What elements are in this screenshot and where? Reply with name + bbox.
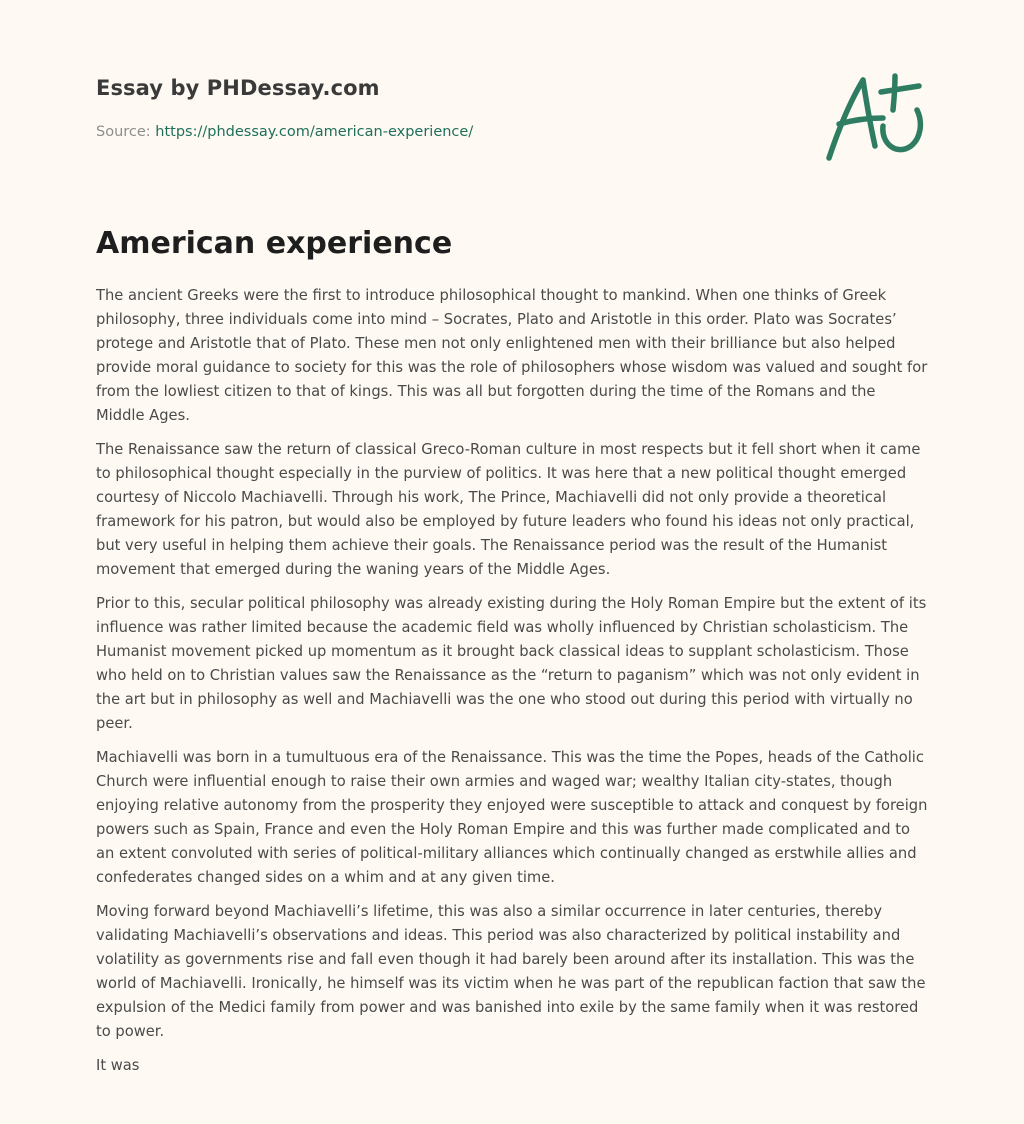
essay-paragraph: Machiavelli was born in a tumultuous era of the Renaissance. This was the time the Popes, heads of the Catholic Church were influential enough to raise their own armies and waged war; wealthy Italian city-states, though enjoying relative autonomy from the prosperity they enjoyed were susceptible to attack and conquest by foreign powers such as Spain, France and even the Holy Roman Empire and this was further made complicated and to an extent convoluted with series of political-military alliances which continually changed as erstwhile allies and confederates changed sides on a whim and at any given time.	[96, 749, 928, 886]
essay-paragraph: The ancient Greeks were the first to introduce philosophical thought to mankind. When one thinks of Greek philosophy, three individuals come into mind – Socrates, Plato and Aristotle in this order. Plato was Socrates’ protege and Aristotle that of Plato. These men not only enlightened men with their brilliance but also helped provide moral guidance to society for this was the role of philosophers whose wisdom was valued and sought for from the lowliest citizen to that of kings. This was all but forgotten during the time of the Romans and the Middle Ages.	[96, 287, 928, 424]
source-label: Source:	[96, 124, 151, 140]
essay-paragraph: Prior to this, secular political philosophy was already existing during the Holy Roman Empire but the extent of its influence was rather limited because the academic field was wholly influenced by Christian scholasticism. The Humanist movement picked up momentum as it brought back classical ideas to supplant scholasticism. Those who held on to Christian values saw the Renaissance as the “return to paganism” which was not only evident in the art but in philosophy as well and Machiavelli was the one who stood out during this period with virtually no peer.	[96, 595, 927, 732]
page-header	[96, 0, 928, 200]
essay-paragraph: The Renaissance saw the return of classical Greco-Roman culture in most respects but it fell short when it came to philosophical thought especially in the purview of politics. It was here that a new political thought emerged courtesy of Niccolo Machiavelli. Through his work, The Prince, Machiavelli did not only provide a theoretical framework for his patron, but would also be employed by future leaders who found his ideas not only practical, but very useful in helping them achieve their goals. The Renaissance period was the result of the Humanist movement that emerged during the waning years of the Middle Ages.	[96, 441, 921, 578]
brand-title: Essay by PHDessay.com	[96, 76, 380, 100]
source-line	[96, 124, 473, 140]
essay-title: American experience	[96, 226, 453, 261]
essay-paragraph: Moving forward beyond Machiavelli’s lifetime, this was also a similar occurrence in later centuries, thereby validating Machiavelli’s observations and ideas. This period was also characterized by political instability and volatility as governments rise and fall even though it had barely been around after its installation. This was the world of Machiavelli. Ironically, he himself was its victim when he was part of the republican faction that saw the expulsion of the Medici family from power and was banished into exile by the same family when it was restored to power.	[96, 903, 926, 1040]
source-link[interactable]: https://phdessay.com/american-experience/	[155, 124, 474, 140]
essay-body	[96, 284, 928, 1078]
a-plus-logo-icon	[821, 66, 931, 166]
essay-paragraph: It was	[96, 1057, 140, 1074]
essay-content	[96, 222, 928, 1088]
